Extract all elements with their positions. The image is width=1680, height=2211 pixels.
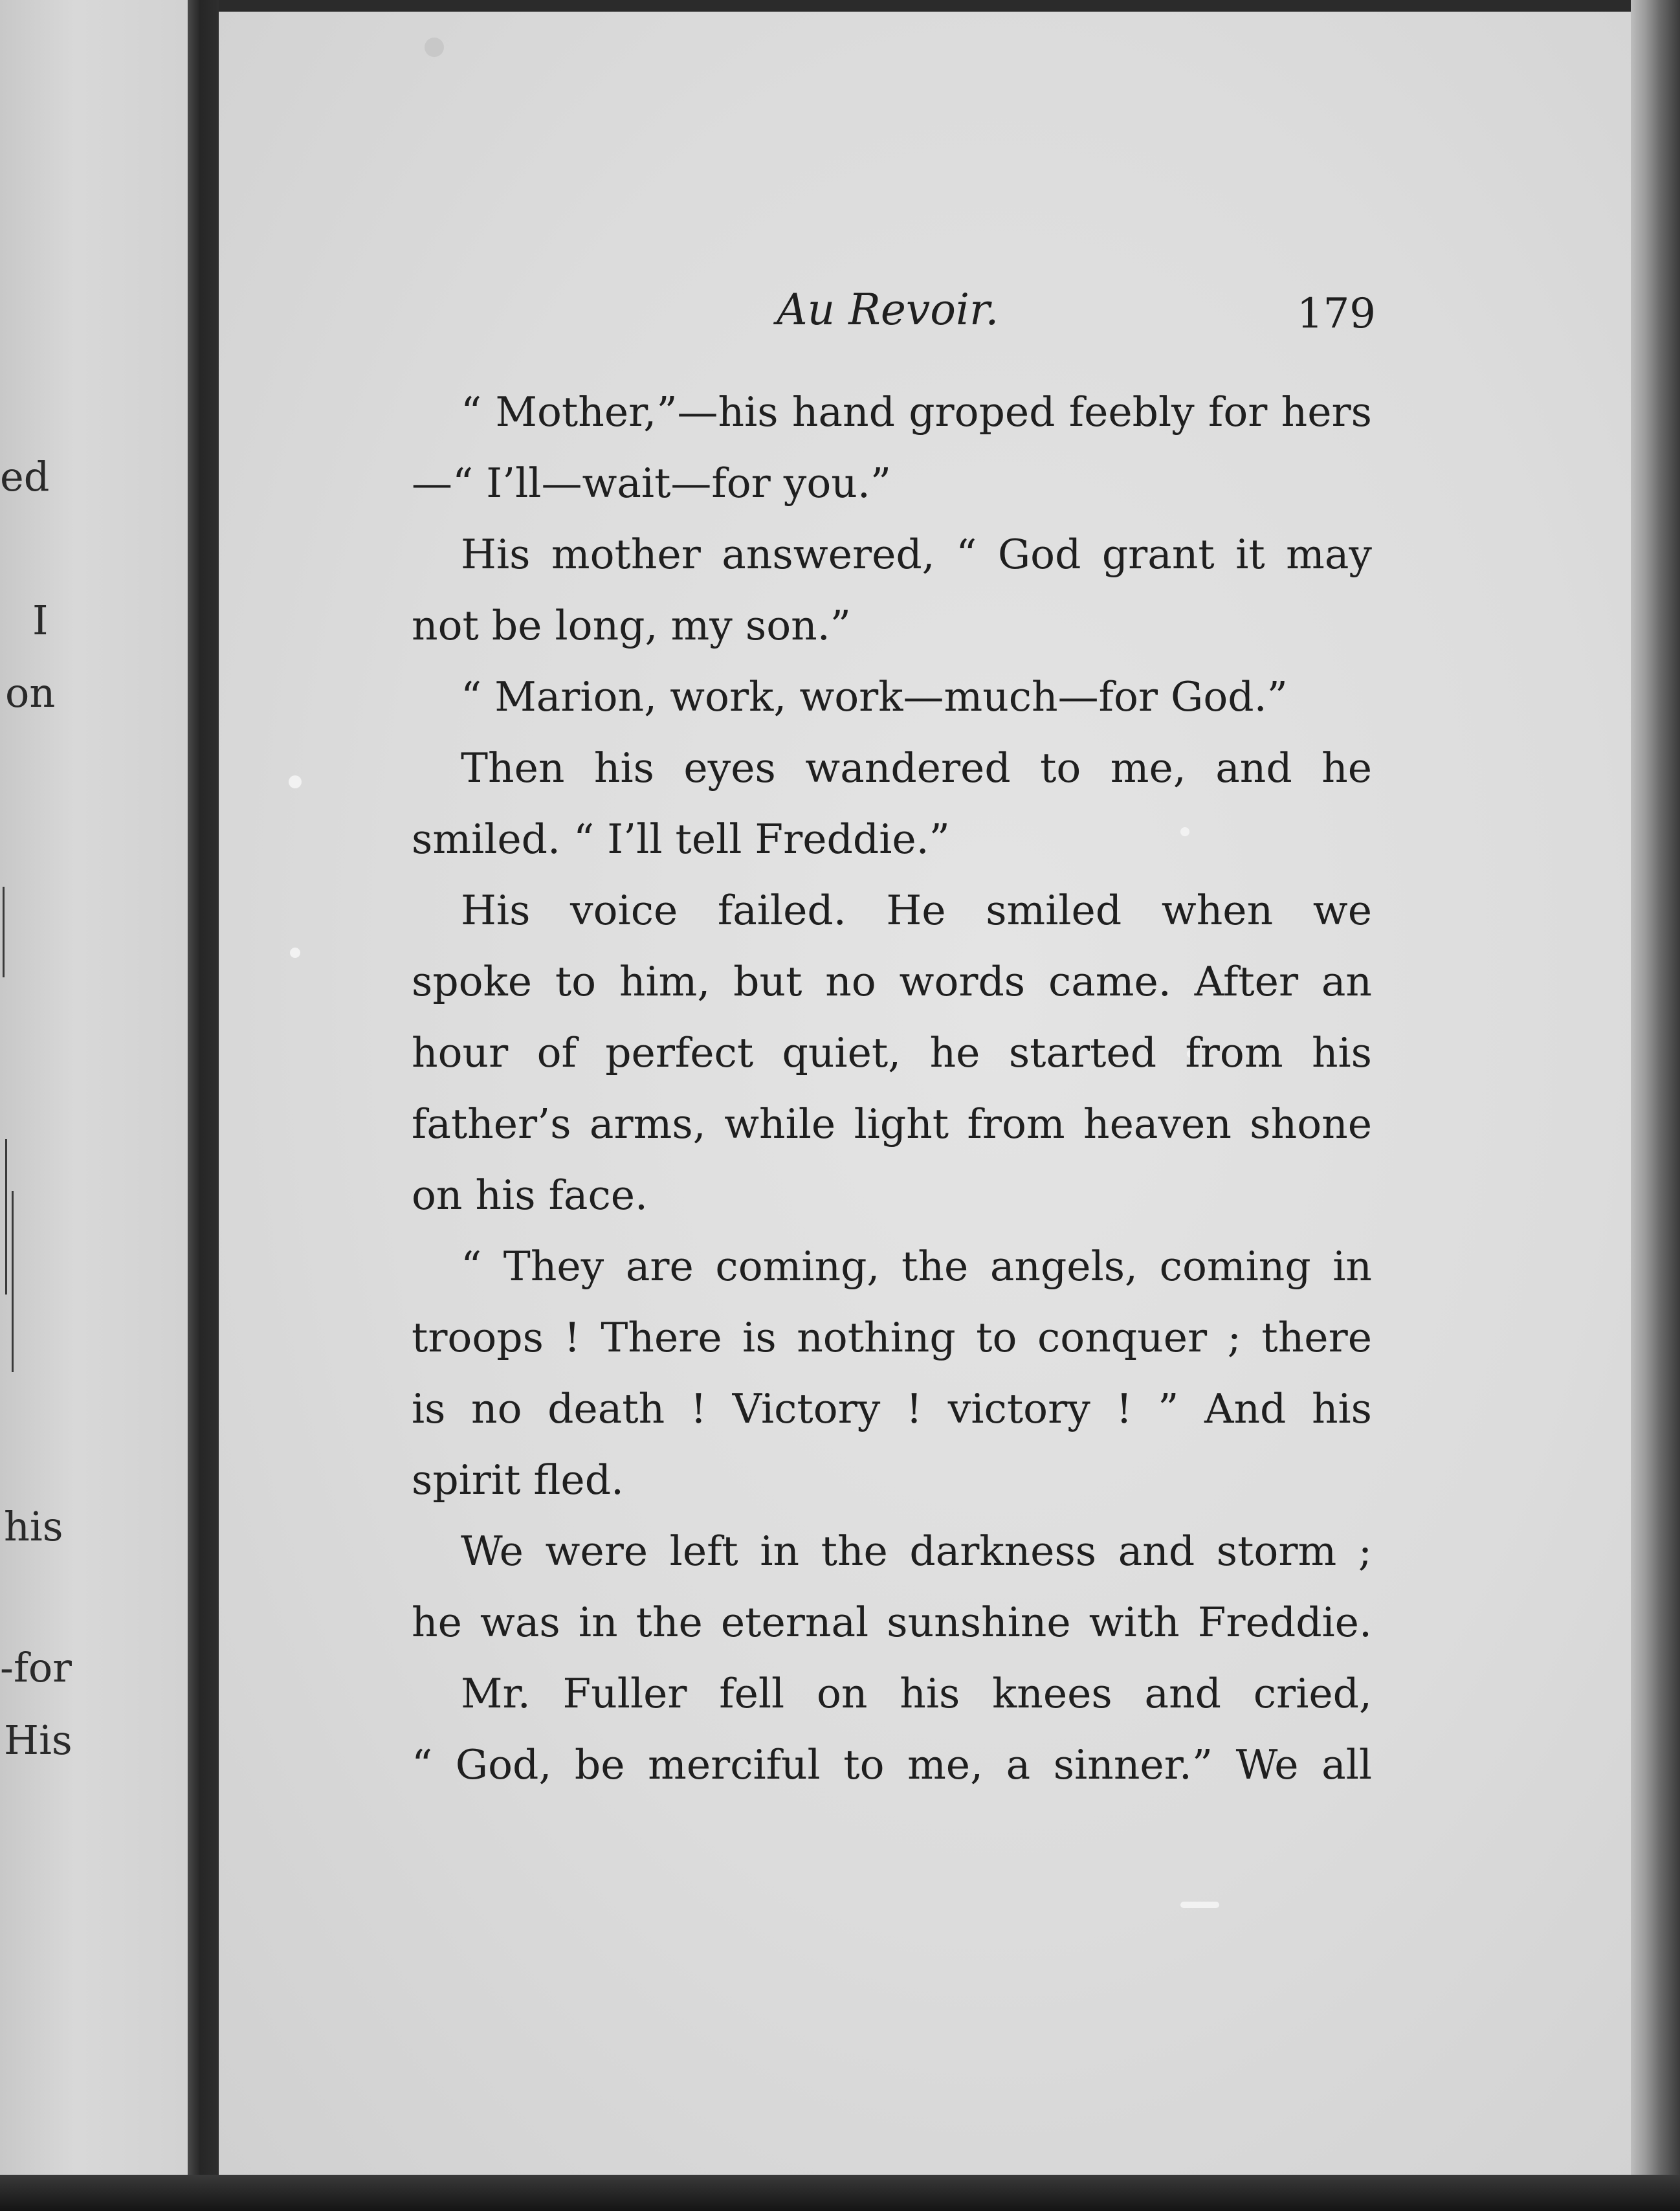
paper-blemish bbox=[289, 775, 302, 788]
left-page-fragment: on bbox=[5, 669, 56, 717]
text-line: not be long, my son.” bbox=[412, 602, 851, 649]
left-page-fragment: his bbox=[4, 1503, 63, 1550]
text-line: spoke to him, but no words came. After an bbox=[412, 958, 1372, 1005]
page-bottom-edge bbox=[0, 2175, 1680, 2211]
text-line: Mr. Fuller fell on his knees and cried, bbox=[461, 1670, 1372, 1717]
left-page-fragment: His bbox=[4, 1717, 72, 1764]
text-line: His voice failed. He smiled when we bbox=[461, 887, 1372, 934]
previous-page-edge bbox=[0, 0, 188, 2175]
body-text bbox=[412, 377, 1372, 1801]
left-page-fragment: ed bbox=[0, 453, 50, 500]
running-head: Au Revoir. bbox=[777, 285, 999, 335]
text-line: His mother answered, “ God grant it may bbox=[461, 531, 1372, 578]
text-line: “ They are coming, the angels, coming in bbox=[461, 1243, 1372, 1290]
illustration-stroke bbox=[12, 1191, 14, 1372]
text-line: troops ! There is nothing to conquer ; there bbox=[412, 1314, 1372, 1361]
text-line: spirit fled. bbox=[412, 1456, 624, 1504]
text-line: hour of perfect quiet, he started from his bbox=[412, 1029, 1372, 1076]
paper-blemish bbox=[290, 948, 300, 958]
left-page-fragment: I bbox=[32, 597, 49, 644]
text-line: is no death ! Victory ! victory ! ” And his bbox=[412, 1385, 1372, 1432]
left-page-fragment: -for bbox=[0, 1644, 72, 1691]
text-line: he was in the eternal sunshine with Freddie. bbox=[412, 1599, 1372, 1646]
paper-scratch bbox=[1180, 1902, 1219, 1908]
text-line: We were left in the darkness and storm ; bbox=[461, 1528, 1372, 1575]
illustration-stroke bbox=[3, 887, 5, 977]
text-line: “ Mother,”—his hand groped feebly for hers bbox=[461, 388, 1372, 436]
book-gutter bbox=[188, 0, 219, 2211]
text-line: smiled. “ I’ll tell Freddie.” bbox=[412, 816, 950, 863]
text-line: —“ I’ll—wait—for you.” bbox=[412, 460, 892, 507]
illustration-stroke bbox=[5, 1139, 7, 1294]
text-line: “ Marion, work, work—much—for God.” bbox=[461, 673, 1288, 720]
paper-blemish bbox=[425, 38, 444, 57]
text-line: “ God, be merciful to me, a sinner.” We all bbox=[412, 1741, 1372, 1788]
text-line: Then his eyes wandered to me, and he bbox=[461, 744, 1372, 792]
text-line: father’s arms, while light from heaven shone bbox=[412, 1100, 1372, 1148]
page-fore-edge bbox=[1631, 0, 1680, 2211]
text-line: on his face. bbox=[412, 1172, 648, 1219]
page-number: 179 bbox=[1296, 290, 1376, 338]
